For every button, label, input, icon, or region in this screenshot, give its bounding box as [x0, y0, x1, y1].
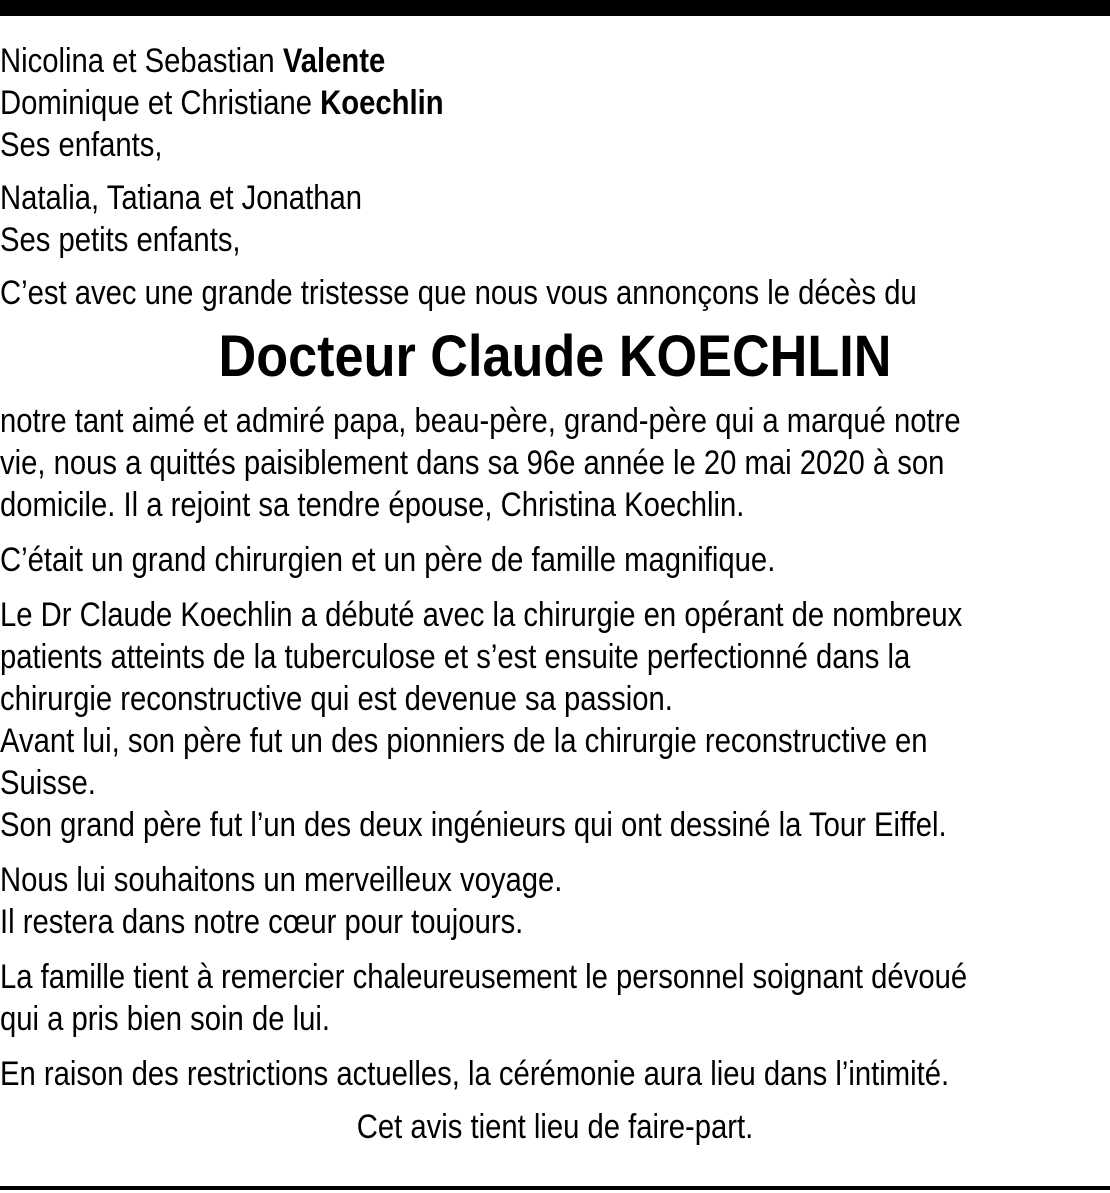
- deceased-name: Docteur Claude KOECHLIN: [218, 324, 892, 389]
- grandchildren-names: Natalia, Tatiana et Jonathan: [0, 179, 362, 217]
- family-first-names-2: Dominique et Christiane: [0, 84, 321, 122]
- paragraph-3-line-6: Son grand père fut l’un des deux ingénieurs qui ont dessiné la Tour Eiffel.: [0, 806, 947, 844]
- obituary-notice: [0, 40, 1110, 1148]
- family-line-valente: [0, 40, 1109, 82]
- paragraph-5-line-2: qui a pris bien soin de lui.: [0, 1000, 330, 1038]
- paragraph-1-line-2: vie, nous a quittés paisiblement dans sa 96e année le 20 mai 2020 à son: [0, 444, 945, 482]
- grandchildren-label: Ses petits enfants,: [0, 221, 241, 259]
- paragraph-3-line-5: Suisse.: [0, 764, 96, 802]
- paragraph-4-line-1: Nous lui souhaitons un merveilleux voyage.: [0, 861, 563, 899]
- paragraph-5-line-1: La famille tient à remercier chaleureusement le personnel soignant dévoué: [0, 958, 968, 996]
- paragraph-3-line-3: chirurgie reconstructive qui est devenue sa passion.: [0, 680, 673, 718]
- paragraph-6: En raison des restrictions actuelles, la cérémonie aura lieu dans l’intimité.: [0, 1055, 950, 1093]
- paragraph-4-line-2: Il restera dans notre cœur pour toujours.: [0, 903, 524, 941]
- paragraph-3-line-4: Avant lui, son père fut un des pionniers de la chirurgie reconstructive en: [0, 722, 928, 760]
- children-label: Ses enfants,: [0, 126, 163, 164]
- family-surname-koechlin: Koechlin: [320, 84, 444, 122]
- paragraph-3-line-2: patients atteints de la tuberculose et s’est ensuite perfectionné dans la: [0, 638, 911, 676]
- intro-sentence: C’est avec une grande tristesse que nous vous annonçons le décès du: [0, 274, 917, 312]
- paragraph-1-line-3: domicile. Il a rejoint sa tendre épouse, Christina Koechlin.: [0, 486, 745, 524]
- paragraph-3-line-1: Le Dr Claude Koechlin a débuté avec la chirurgie en opérant de nombreux: [0, 596, 963, 634]
- top-rule: [0, 0, 1110, 16]
- family-line-koechlin: [0, 82, 1109, 124]
- closing-line: Cet avis tient lieu de faire-part.: [356, 1108, 754, 1146]
- family-first-names-1: Nicolina et Sebastian: [0, 42, 283, 80]
- family-surname-valente: Valente: [282, 42, 386, 80]
- paragraph-1-line-1: notre tant aimé et admiré papa, beau-père, grand-père qui a marqué notre: [0, 402, 961, 440]
- bottom-rule: [0, 1186, 1110, 1190]
- paragraph-2: C’était un grand chirurgien et un père de famille magnifique.: [0, 541, 776, 579]
